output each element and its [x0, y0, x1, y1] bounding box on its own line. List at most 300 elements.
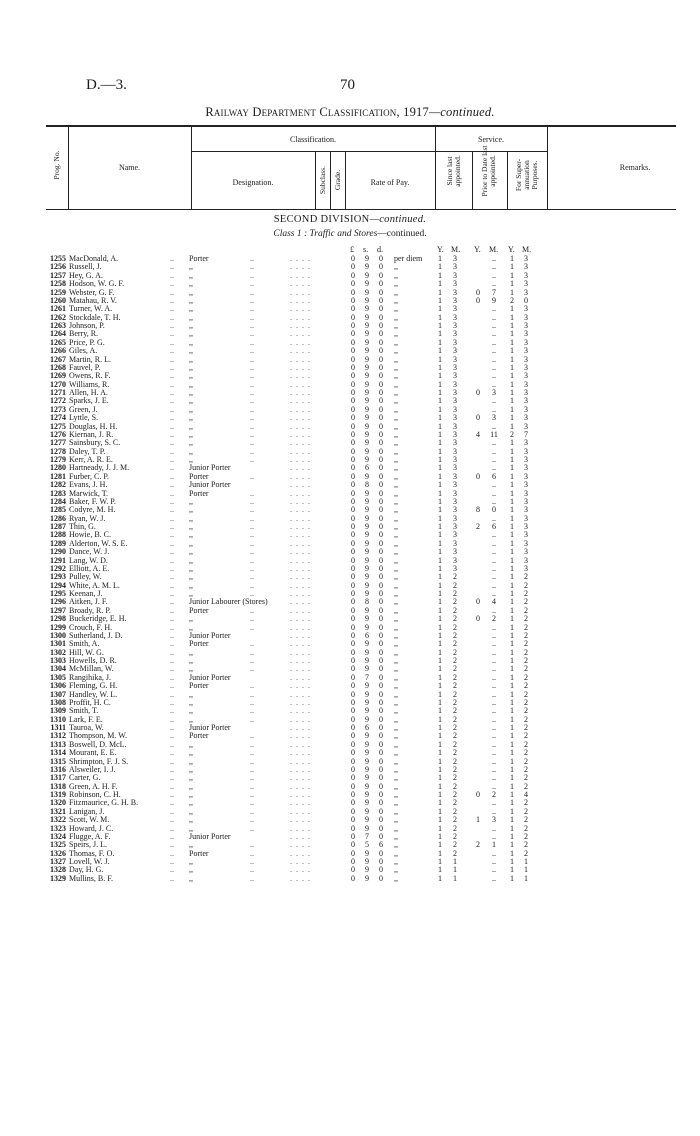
pay-shillings: 9: [365, 664, 369, 674]
super-years: 1: [510, 748, 514, 758]
pay-pence: 0: [379, 689, 383, 699]
since-months: 2: [453, 614, 457, 624]
pay-pence: 0: [379, 714, 383, 724]
since-months: 2: [453, 630, 457, 640]
designation: ,,: [189, 689, 193, 699]
prog-number: 1318: [50, 781, 66, 791]
super-years: 1: [510, 706, 514, 716]
designation: Junior Porter: [189, 672, 231, 682]
name-leader: ..: [170, 513, 174, 523]
designation-leader: ..: [250, 513, 254, 523]
pay-shillings: 9: [365, 739, 369, 749]
employee-name: Day, H. G.: [69, 865, 104, 875]
pay-period: ,,: [394, 723, 398, 732]
super-months: 3: [524, 312, 528, 322]
since-years: 1: [438, 672, 442, 682]
since-months: 3: [453, 471, 457, 481]
rate-leader: . . . .: [290, 371, 311, 381]
since-months: 3: [453, 346, 457, 356]
rate-leader: . . . .: [290, 262, 311, 272]
since-years: 1: [438, 714, 442, 724]
prog-number: 1313: [50, 739, 66, 749]
super-years: 1: [510, 580, 514, 590]
since-years: 1: [438, 790, 442, 799]
prog-number: 1298: [50, 614, 66, 624]
employee-name: Lang, W. D.: [69, 555, 108, 565]
super-months: 3: [524, 538, 528, 548]
pay-shillings: 9: [365, 773, 369, 783]
name-leader: ..: [170, 396, 174, 406]
super-years: 1: [510, 421, 514, 431]
name-leader: ..: [170, 270, 174, 280]
designation: ,,: [189, 823, 193, 833]
prior-months: ..: [492, 379, 496, 389]
employee-name: Fauvel, P.: [69, 362, 101, 372]
super-months: 3: [524, 513, 528, 523]
since-months: 3: [453, 505, 457, 515]
super-years: 1: [510, 614, 514, 624]
employee-name: Lanigan, J.: [69, 806, 105, 816]
designation-leader: ..: [250, 496, 254, 506]
prior-years: 8: [476, 505, 480, 515]
since-months: 2: [453, 723, 457, 732]
pay-pounds: 0: [351, 270, 355, 280]
pay-shillings: 9: [365, 538, 369, 548]
pay-pence: 0: [379, 254, 383, 263]
designation-leader: ..: [250, 346, 254, 356]
designation: ,,: [189, 764, 193, 774]
prior-months: ..: [492, 689, 496, 699]
super-months: 2: [524, 689, 528, 699]
pay-pence: 0: [379, 723, 383, 732]
pay-period: ,,: [394, 513, 398, 523]
since-years: 1: [438, 840, 442, 850]
pay-shillings: 9: [365, 731, 369, 741]
super-years: 1: [510, 714, 514, 724]
name-leader: ..: [170, 681, 174, 691]
designation-leader: ..: [250, 438, 254, 448]
pay-pence: 0: [379, 413, 383, 423]
pay-pence: 0: [379, 614, 383, 624]
rate-leader: . . . .: [290, 396, 311, 406]
since-years: 1: [438, 522, 442, 531]
super-months: 2: [524, 656, 528, 665]
since-months: 3: [453, 254, 457, 263]
super-years: 1: [510, 404, 514, 414]
designation: ,,: [189, 446, 193, 456]
since-years: 1: [438, 547, 442, 557]
employee-name: Lark, F. E.: [69, 714, 103, 724]
since-months: 2: [453, 572, 457, 582]
pay-shillings: 9: [365, 446, 369, 456]
header-grade: Grade.: [333, 169, 342, 191]
pay-shillings: 9: [365, 321, 369, 330]
since-months: 3: [453, 304, 457, 314]
super-months: 1: [524, 873, 528, 883]
super-months: 3: [524, 371, 528, 381]
prior-months: ..: [492, 672, 496, 682]
since-months: 3: [453, 295, 457, 305]
pay-pence: 0: [379, 455, 383, 464]
table-row: [0, 766, 700, 774]
pay-shillings: 9: [365, 865, 369, 875]
super-months: 3: [524, 471, 528, 481]
designation-leader: ..: [250, 714, 254, 724]
pay-pence: 0: [379, 781, 383, 791]
super-months: 2: [524, 572, 528, 582]
name-leader: ..: [170, 555, 174, 565]
designation-leader: ..: [250, 312, 254, 322]
since-months: 3: [453, 429, 457, 439]
since-months: 2: [453, 773, 457, 783]
designation: ,,: [189, 455, 193, 464]
since-months: 2: [453, 689, 457, 699]
rate-leader: . . . .: [290, 421, 311, 431]
since-months: 2: [453, 580, 457, 590]
employee-name: Elliott, A. E.: [69, 563, 110, 573]
rate-leader: . . . .: [290, 572, 311, 582]
prior-months: ..: [492, 321, 496, 330]
since-years: 1: [438, 630, 442, 640]
rate-leader: . . . .: [290, 488, 311, 498]
employee-name: Lyttle, S.: [69, 413, 99, 423]
pay-shillings: 9: [365, 857, 369, 866]
designation-leader: ..: [250, 388, 254, 397]
super-years: 1: [510, 697, 514, 707]
designation-leader: ..: [250, 605, 254, 615]
prior-months: 11: [490, 429, 498, 439]
prior-months: ..: [492, 279, 496, 289]
designation-leader: ..: [250, 739, 254, 749]
rate-leader: . . . .: [290, 321, 311, 330]
classification-table-body: [0, 255, 700, 883]
employee-name: Broady, R. P.: [69, 605, 111, 615]
rate-leader: . . . .: [290, 773, 311, 783]
employee-name: White, A. M. L.: [69, 580, 120, 590]
since-years: 1: [438, 346, 442, 356]
prog-number: 1293: [50, 572, 66, 582]
employee-name: Thin, G.: [69, 522, 96, 531]
super-months: 3: [524, 270, 528, 280]
name-leader: ..: [170, 656, 174, 665]
designation: ,,: [189, 614, 193, 624]
pay-pence: 0: [379, 530, 383, 540]
prog-number: 1316: [50, 764, 66, 774]
pay-pounds: 0: [351, 471, 355, 481]
pay-shillings: 9: [365, 555, 369, 565]
super-months: 2: [524, 681, 528, 691]
employee-name: Fleming, G. H.: [69, 681, 118, 691]
since-months: 2: [453, 823, 457, 833]
super-months: 2: [524, 831, 528, 841]
pay-period: ,,: [394, 413, 398, 423]
rate-leader: . . . .: [290, 279, 311, 289]
super-years: 1: [510, 396, 514, 406]
pay-pence: 0: [379, 798, 383, 808]
since-years: 1: [438, 413, 442, 423]
rate-leader: . . . .: [290, 429, 311, 439]
designation-leader: ..: [250, 304, 254, 314]
prog-number: 1297: [50, 605, 66, 615]
pay-pence: 0: [379, 815, 383, 825]
pay-shillings: 8: [365, 597, 369, 607]
since-months: 2: [453, 840, 457, 850]
pay-pounds: 0: [351, 413, 355, 423]
since-months: 3: [453, 488, 457, 498]
pay-period: ,,: [394, 589, 398, 598]
prior-months: 3: [492, 815, 496, 825]
pay-period: ,,: [394, 689, 398, 699]
pay-pounds: 0: [351, 773, 355, 783]
title-suffix: —continued.: [428, 105, 495, 119]
super-years: 1: [510, 480, 514, 490]
super-months: 2: [524, 798, 528, 808]
since-months: 3: [453, 388, 457, 397]
pay-pounds: 0: [351, 530, 355, 540]
since-years: 1: [438, 706, 442, 716]
pay-pence: 0: [379, 312, 383, 322]
pay-pence: 0: [379, 304, 383, 314]
super-months: 2: [524, 815, 528, 825]
pay-pence: 0: [379, 471, 383, 481]
designation: ,,: [189, 748, 193, 758]
designation: ,,: [189, 798, 193, 808]
designation: ,,: [189, 865, 193, 875]
title-main: Railway Department Classification, 1917: [205, 105, 429, 119]
pay-shillings: 9: [365, 622, 369, 632]
pay-pence: 0: [379, 756, 383, 766]
pay-shillings: 5: [365, 840, 369, 850]
since-years: 1: [438, 488, 442, 498]
pay-period: ,,: [394, 522, 398, 531]
designation: Porter: [189, 254, 209, 263]
super-years: 1: [510, 379, 514, 389]
pay-pence: 0: [379, 739, 383, 749]
pay-period: ,,: [394, 555, 398, 565]
designation: ,,: [189, 262, 193, 272]
prior-months: ..: [492, 731, 496, 741]
designation-leader: ..: [250, 865, 254, 875]
since-years: 1: [438, 563, 442, 573]
pay-pence: 0: [379, 572, 383, 582]
pay-shillings: 9: [365, 580, 369, 590]
rate-leader: . . . .: [290, 806, 311, 816]
name-leader: ..: [170, 446, 174, 456]
prog-number: 1291: [50, 555, 66, 565]
unit-months-1: M.: [451, 245, 461, 254]
table-row: [0, 858, 700, 866]
prior-months: ..: [492, 563, 496, 573]
super-years: 1: [510, 312, 514, 322]
name-leader: ..: [170, 455, 174, 464]
super-years: 1: [510, 647, 514, 657]
rate-leader: . . . .: [290, 555, 311, 565]
name-leader: ..: [170, 723, 174, 732]
pay-period: ,,: [394, 857, 398, 866]
since-months: 2: [453, 748, 457, 758]
super-years: 1: [510, 764, 514, 774]
pay-pence: 0: [379, 848, 383, 858]
prior-months: ..: [492, 371, 496, 381]
super-years: 1: [510, 455, 514, 464]
since-years: 1: [438, 597, 442, 607]
since-months: 2: [453, 815, 457, 825]
unit-years-1: Y.: [437, 245, 444, 254]
designation: ,,: [189, 438, 193, 448]
name-leader: ..: [170, 580, 174, 590]
pay-pounds: 0: [351, 404, 355, 414]
employee-name: Kerr, A. R. E.: [69, 455, 113, 464]
pay-pounds: 0: [351, 764, 355, 774]
prior-years: 0: [476, 614, 480, 624]
prior-months: ..: [492, 354, 496, 364]
pay-pounds: 0: [351, 287, 355, 297]
rate-leader: . . . .: [290, 723, 311, 732]
employee-name: Matahau, R. V.: [69, 295, 117, 305]
super-years: 1: [510, 463, 514, 473]
rate-leader: . . . .: [290, 354, 311, 364]
super-months: 3: [524, 329, 528, 339]
prog-number: 1304: [50, 664, 66, 674]
pay-pounds: 0: [351, 329, 355, 339]
designation: ,,: [189, 329, 193, 339]
pay-pounds: 0: [351, 480, 355, 490]
designation-leader: ..: [250, 530, 254, 540]
super-months: 3: [524, 488, 528, 498]
header-name: Name.: [118, 163, 141, 172]
designation: ,,: [189, 739, 193, 749]
designation: ,,: [189, 714, 193, 724]
since-years: 1: [438, 622, 442, 632]
since-months: 2: [453, 731, 457, 741]
pay-shillings: 9: [365, 362, 369, 372]
prior-months: ..: [492, 873, 496, 883]
designation-leader: ..: [250, 295, 254, 305]
pay-period: ,,: [394, 597, 398, 607]
pay-shillings: 9: [365, 681, 369, 691]
since-years: 1: [438, 773, 442, 783]
prior-months: ..: [492, 463, 496, 473]
since-months: 3: [453, 262, 457, 272]
employee-name: Dance, W. J.: [69, 547, 110, 557]
rate-leader: . . . .: [290, 287, 311, 297]
super-months: 1: [524, 865, 528, 875]
prior-months: ..: [492, 714, 496, 724]
super-years: 1: [510, 672, 514, 682]
prior-months: ..: [492, 647, 496, 657]
rate-leader: . . . .: [290, 446, 311, 456]
pay-shillings: 9: [365, 346, 369, 356]
prog-number: 1322: [50, 815, 66, 825]
designation: ,,: [189, 304, 193, 314]
since-months: 3: [453, 396, 457, 406]
prog-number: 1329: [50, 873, 66, 883]
pay-pounds: 0: [351, 614, 355, 624]
name-leader: ..: [170, 706, 174, 716]
prog-number: 1283: [50, 488, 66, 498]
super-months: 2: [524, 605, 528, 615]
name-leader: ..: [170, 622, 174, 632]
name-leader: ..: [170, 756, 174, 766]
employee-name: Proffit, H. C.: [69, 697, 111, 707]
pay-pounds: 0: [351, 580, 355, 590]
designation-leader: ..: [250, 547, 254, 557]
class-sub: Class 1 : Traffic and Stores: [273, 229, 378, 239]
prior-months: ..: [492, 764, 496, 774]
designation-leader: ..: [250, 522, 254, 531]
prog-number: 1279: [50, 455, 66, 464]
rate-leader: . . . .: [290, 764, 311, 774]
since-months: 3: [453, 413, 457, 423]
prog-number: 1269: [50, 371, 66, 381]
employee-name: Owens, R. F.: [69, 371, 111, 381]
since-months: 2: [453, 781, 457, 791]
super-years: 1: [510, 488, 514, 498]
prior-years: 0: [476, 471, 480, 481]
prior-months: 6: [492, 471, 496, 481]
super-years: 1: [510, 304, 514, 314]
prior-months: ..: [492, 773, 496, 783]
name-leader: ..: [170, 337, 174, 347]
designation: ,,: [189, 429, 193, 439]
rate-leader: . . . .: [290, 295, 311, 305]
name-leader: ..: [170, 589, 174, 598]
designation-leader: ..: [250, 848, 254, 858]
designation: ,,: [189, 873, 193, 883]
prog-number: 1263: [50, 321, 66, 330]
pay-shillings: 9: [365, 714, 369, 724]
pay-shillings: 9: [365, 764, 369, 774]
table-row: [0, 439, 700, 447]
pay-pounds: 0: [351, 371, 355, 381]
prog-number: 1312: [50, 731, 66, 741]
rate-leader: . . . .: [290, 538, 311, 548]
pay-period: ,,: [394, 681, 398, 691]
super-months: 3: [524, 547, 528, 557]
pay-shillings: 9: [365, 279, 369, 289]
pay-shillings: 9: [365, 421, 369, 431]
name-leader: ..: [170, 295, 174, 305]
designation: ,,: [189, 371, 193, 381]
designation: ,,: [189, 522, 193, 531]
designation: ,,: [189, 337, 193, 347]
since-years: 1: [438, 388, 442, 397]
employee-name: Speirs, J. L.: [69, 840, 107, 850]
prog-number: 1306: [50, 681, 66, 691]
employee-name: Buckeridge, E. H.: [69, 614, 127, 624]
employee-name: Scott, W. M.: [69, 815, 110, 825]
employee-name: Turner, W. A.: [69, 304, 113, 314]
since-years: 1: [438, 329, 442, 339]
prior-years: 0: [476, 287, 480, 297]
employee-name: Smith, A.: [69, 639, 100, 649]
super-months: 2: [524, 739, 528, 749]
pay-pence: 0: [379, 857, 383, 866]
prog-number: 1290: [50, 547, 66, 557]
pay-shillings: 9: [365, 337, 369, 347]
super-months: 1: [524, 857, 528, 866]
pay-pence: 0: [379, 421, 383, 431]
designation-leader: ..: [250, 379, 254, 389]
since-years: 1: [438, 295, 442, 305]
pay-pounds: 0: [351, 563, 355, 573]
designation-leader: ..: [250, 815, 254, 825]
name-leader: ..: [170, 697, 174, 707]
header-remarks: Remarks.: [619, 163, 651, 172]
designation: Porter: [189, 488, 209, 498]
prior-months: ..: [492, 630, 496, 640]
pay-pounds: 0: [351, 873, 355, 883]
